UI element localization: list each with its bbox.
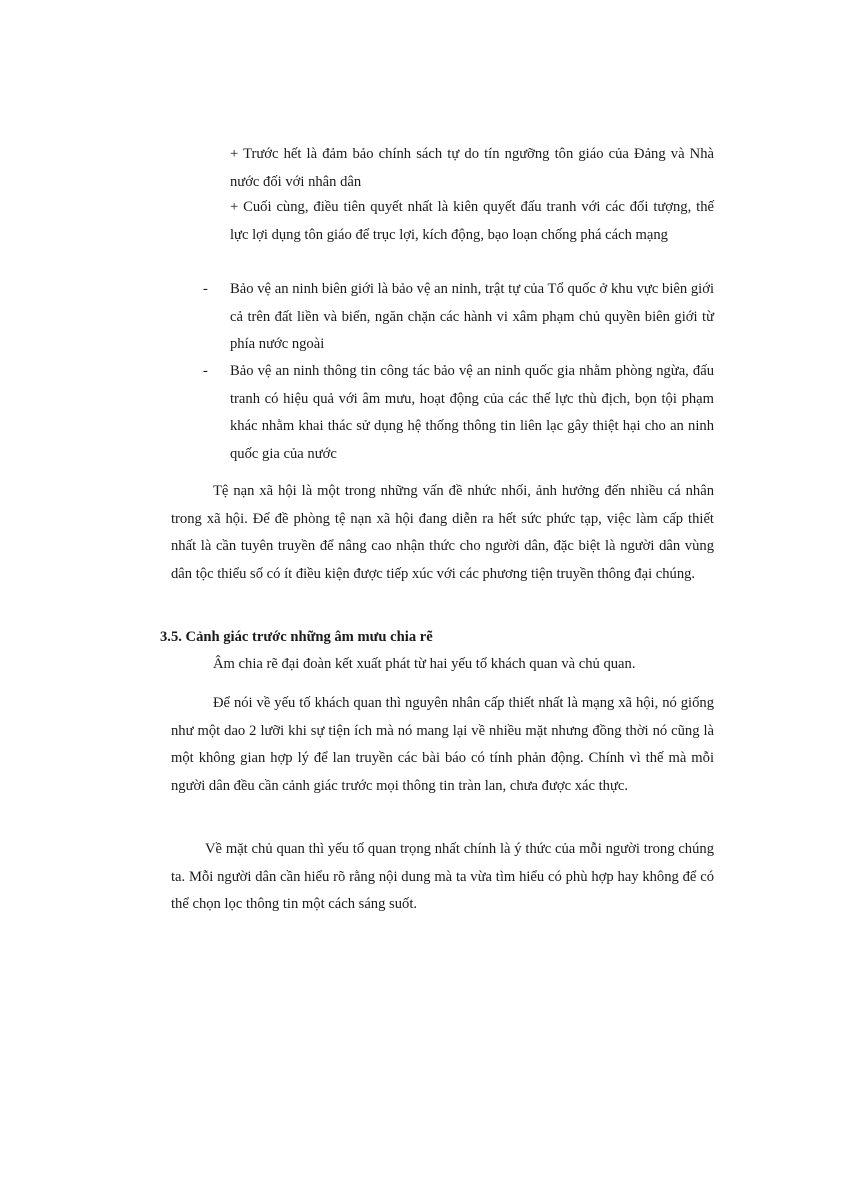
- paragraph-objective-factor: Để nói về yếu tố khách quan thì nguyên nhân cấp thiết nhất là mạng xã hội, nó giống như một dao 2 lưỡi khi sự tiện ích mà nó mang lại về nhiều mặt nhưng đồng thời nó cũng là một không gian hợp lý để lan truyền các bài báo có tính phản động. Chính vì thế mà mỗi người dân đều cần cảnh giác trước mọi thông tin tràn lan, chưa được xác thực.: [171, 695, 714, 794]
- section-heading: 3.5. Cảnh giác trước những âm mưu chia rẽ: [160, 629, 433, 645]
- paragraph-division-factors: Âm chia rẽ đại đoàn kết xuất phát từ hai yếu tố khách quan và chủ quan.: [213, 656, 636, 672]
- paragraph-information-security: Bảo vệ an ninh thông tin công tác bảo vệ an ninh quốc gia nhằm phòng ngừa, đấu tranh có hiệu quả với âm mưu, hoạt động của các thế lực thù địch, bọn tội phạm khác nhằm khai thác sử dụng hệ thống thông tin liên lạc gây thiệt hại cho an ninh quốc gia của nước: [230, 363, 714, 462]
- paragraph-subjective-factor: Về mặt chủ quan thì yếu tố quan trọng nhất chính là ý thức của mỗi người trong chúng ta. Mỗi người dân cần hiểu rõ rằng nội dung mà ta vừa tìm hiểu có phù hợp hay không để có thể chọn lọc thông tin một cách sáng suốt.: [171, 841, 714, 912]
- bullet-dash: -: [203, 281, 208, 297]
- paragraph-struggle-against-abuse: + Cuối cùng, điều tiên quyết nhất là kiên quyết đấu tranh với các đối tượng, thế lực lợi dụng tôn giáo để trục lợi, kích động, bạo loạn chống phá cách mạng: [230, 199, 714, 243]
- bullet-dash: -: [203, 363, 208, 379]
- paragraph-social-evils: Tệ nạn xã hội là một trong những vấn đề nhức nhối, ảnh hưởng đến nhiều cá nhân trong xã hội. Để đề phòng tệ nạn xã hội đang diễn ra hết sức phức tạp, việc làm cấp thiết nhất là cần tuyên truyền để nâng cao nhận thức cho người dân, đặc biệt là người dân vùng dân tộc thiểu số có ít điều kiện được tiếp xúc với các phương tiện truyền thông đại chúng.: [171, 483, 714, 582]
- paragraph-border-security: Bảo vệ an ninh biên giới là bảo vệ an ninh, trật tự của Tổ quốc ở khu vực biên giới cả trên đất liền và biển, ngăn chặn các hành vi xâm phạm chủ quyền biên giới từ phía nước ngoài: [230, 281, 714, 352]
- paragraph-religion-policy: + Trước hết là đảm bảo chính sách tự do tín ngưỡng tôn giáo của Đảng và Nhà nước đối với nhân dân: [230, 146, 714, 190]
